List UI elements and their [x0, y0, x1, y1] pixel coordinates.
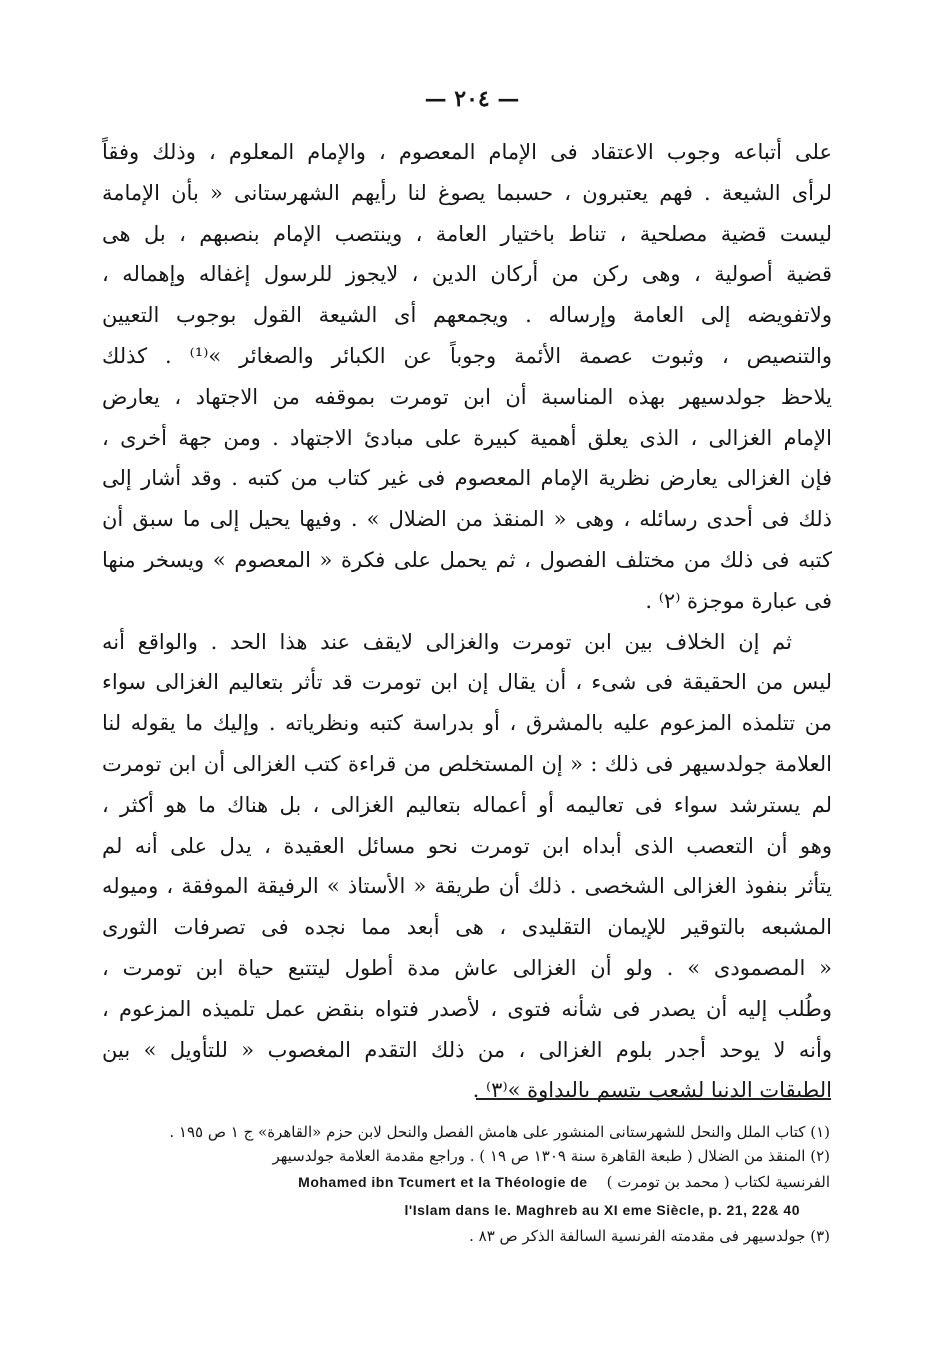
text-line: ذلك فى أحدى رسائله ، وهى « المنقذ من الضلال » . وفيها يحيل إلى ما سبق أن — [102, 507, 832, 532]
text-line: المشبعه بالتوقير للإيمان التقليدى ، هى أبعد مما نجده فى تصرفات الثورى — [102, 915, 832, 940]
text-line: فى عبارة موجزة ⁽٢⁾ . — [645, 588, 832, 613]
footnote-2-latin-continued: l'Islam dans le. Maghreb au XI eme Siècle, p. 21, 22& 40 — [404, 1202, 800, 1218]
text-line: الإمام الغزالى ، الذى يعلق أهمية كبيرة على مبادئ الاجتهاد . ومن جهة أخرى ، — [102, 425, 832, 450]
footnote-2-latin-title: Mohamed ibn Tcumert et la Théologie de — [298, 1174, 588, 1190]
text-line: لم يسترشد سواء فى تعاليمه أو أعماله بتعاليم الغزالى ، بل هناك ما هو أكثر ، — [102, 792, 832, 817]
text-line: « المصمودى » . ولو أن الغزالى عاش مدة أطول ليتتبع حياة ابن تومرت ، — [102, 955, 832, 980]
footnote-divider — [476, 1098, 831, 1100]
footnote-2-continued — [120, 1168, 830, 1196]
text-line: وطُلب إليه أن يصدر فى شأنه فتوى ، لأصدر فتواه بنقض عمل تلميذه المزعوم ، — [102, 996, 832, 1021]
text-line: وأنه لا يوحد أجدر بلوم الغزالى ، من ذلك التقدم المغصوب « للتأويل » بين — [102, 1037, 832, 1062]
text-line: يلاحظ جولدسيهر بهذه المناسبة أن ابن تومرت بموقفه من الاجتهاد ، يعارض — [102, 384, 832, 409]
footnote-2: (٢) المنقذ من الضلال ( طبعة القاهرة سنة ١٣٠٩ ص ١٩ ) . وراجع مقدمة العلامة جولدسيهر — [272, 1147, 830, 1165]
text-line: ليس من الحقيقة فى شىء ، أن يقال إن ابن تومرت قد تأثر بتعاليم الغزالى سواء — [102, 670, 832, 695]
footnote-2-arabic: الفرنسية لكتاب ( محمد بن تومرت ) — [606, 1173, 830, 1191]
text-line: ليست قضية مصلحية ، تناط باختيار العامة ، وينتصب الإمام بنصبهم ، بل هى — [102, 221, 832, 246]
text-line: يتأثر بنفوذ الغزالى الشخصى . ذلك أن طريقة « الأستاذ » الرفيقة الموفقة ، وميوله — [102, 874, 832, 899]
text-line: العلامة جولدسيهر فى ذلك : « إن المستخلص من قراءة كتب الغزالى أن ابن تومرت — [102, 751, 832, 776]
footnote-3: (٣) جولدسيهر فى مقدمته الفرنسية السالفة الذكر ص ٨٣ . — [469, 1227, 830, 1245]
text-line: من تتلمذه المزعوم عليه بالمشرق ، أو بدراسة كتبه ونظرياته . وإليك ما يقوله لنا — [102, 711, 832, 736]
text-line: كتبه فى ذلك من مختلف الفصول ، ثم يحمل على فكرة « المعصوم » ويسخر منها — [102, 547, 832, 572]
main-text — [102, 132, 832, 1111]
text-line: وهو أن التعصب الذى أبداه ابن تومرت نحو مسائل العقيدة ، يدل على أنه لم — [102, 833, 832, 858]
text-line: قضية أصولية ، وهى ركن من أركان الدين ، لايجوز للرسول إغفاله وإهماله ، — [102, 262, 832, 287]
text-line: لرأى الشيعة . فهم يعتبرون ، حسبما يصوغ لنا رأيهم الشهرستانى « بأن الإمامة — [102, 180, 832, 205]
footnotes — [120, 1120, 830, 1248]
text-line: على أتباعه وجوب الاعتقاد فى الإمام المعصوم ، والإمام المعلوم ، وذلك وفقاً — [102, 140, 832, 164]
page-number: — ٢٠٤ — — [424, 86, 520, 112]
footnote-2-latin-line — [120, 1196, 830, 1224]
text-line: الطبقات الدنيا لشعب يتسم بالبداوة »⁽٣⁾ . — [472, 1078, 832, 1103]
text-line: فإن الغزالى يعارض نظرية الإمام المعصوم فى غير كتاب من كتبه . وقد أشار إلى — [102, 466, 832, 491]
text-line: والتنصيص ، وثبوت عصمة الأئمة وجوباً عن الكبائر والصغائر »⁽¹⁾ . كذلك — [102, 343, 832, 368]
footnote-1: (١) كتاب الملل والنحل للشهرستانى المنشور على هامش الفصل والنحل لابن حزم «القاهرة» ج ١ ص ١٩٥ . — [169, 1123, 830, 1141]
text-line: ولاتفويضه إلى العامة وإرساله . ويجمعهم أى الشيعة القول بوجوب التعيين — [102, 303, 832, 328]
text-line: ثم إن الخلاف بين ابن تومرت والغزالى لايقف عند هذا الحد . والواقع أنه — [102, 629, 792, 654]
